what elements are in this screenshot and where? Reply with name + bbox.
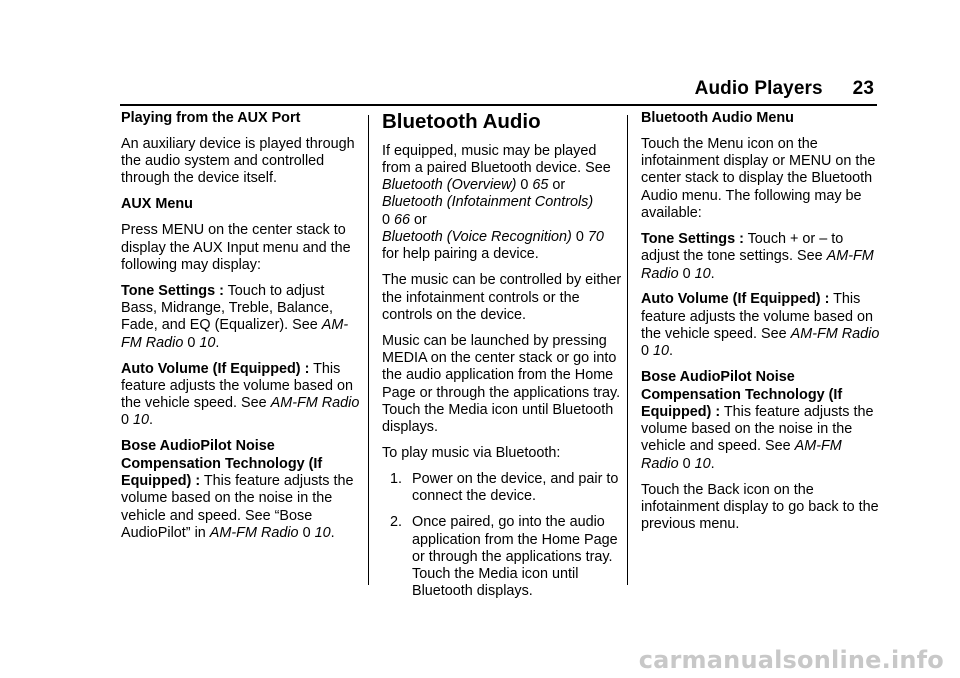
tone-settings-link[interactable]: AM-FM Radio — [641, 248, 874, 282]
column-left — [121, 110, 361, 551]
to-play-paragraph: To play music via Bluetooth: — [382, 445, 561, 462]
tone-settings-entry: Tone Settings : Touch + or – to adjust the tone settings. See AM-FM Radio 0 10. — [641, 230, 874, 282]
tone-settings-label: Tone Settings : — [121, 282, 224, 299]
auto-volume-text: This feature adjusts the volume based on the vehicle speed. See — [641, 291, 873, 343]
page-number: 23 — [852, 78, 874, 99]
bose-label: Bose AudioPilot Noise Compensation Technology (If Equipped) : — [121, 438, 323, 489]
bose-page: 10 — [694, 455, 711, 472]
or-text: or — [410, 211, 427, 228]
controls-page: 66 — [394, 211, 411, 228]
bose-label: Bose AudioPilot Noise Compensation Technology (If Equipped) : — [641, 369, 843, 420]
bose-link[interactable]: AM-FM Radio — [641, 438, 842, 472]
header-title: Audio Players — [694, 78, 823, 99]
step-number: 2. — [390, 514, 403, 531]
watermark: carmanualsonline.info — [638, 646, 944, 674]
section-title: Bluetooth Audio — [382, 110, 541, 133]
column-right — [641, 110, 881, 542]
tone-settings-text: Touch to adjust Bass, Midrange, Treble, Balance, Fade, and EQ (Equalizer). See — [121, 282, 333, 334]
auto-volume-text: This feature adjusts the volume based on the vehicle speed. See — [121, 360, 353, 412]
aux-port-body: An auxiliary device is played through the audio system and controlled through the device itself. — [121, 135, 355, 187]
or-text: or — [548, 177, 566, 194]
auto-volume-entry: Auto Volume (If Equipped) : This feature adjusts the volume based on the vehicle speed. See AM-FM Radio 0 10. — [121, 360, 360, 429]
controlled-paragraph: The music can be controlled by either the infotainment controls or the controls on the device. — [382, 272, 622, 323]
back-paragraph: Touch the Back icon on the infotainment display to go back to the previous menu. — [641, 481, 879, 533]
column-middle — [382, 110, 622, 609]
auto-volume-entry: Auto Volume (If Equipped) : This feature adjusts the volume based on the vehicle speed. See AM-FM Radio 0 10. — [641, 291, 880, 360]
bose-entry: Bose AudioPilot Noise Compensation Technology (If Equipped) : This feature adjusts the volume based on the noise in the vehicle and speed. See “Bose AudioPilot” in AM-FM Radio 0 10. — [121, 438, 354, 541]
tone-settings-text: Touch + or – to adjust the tone settings. See — [641, 230, 844, 265]
bose-text: This feature adjusts the volume based on the noise in the vehicle and speed. See — [641, 403, 874, 455]
voice-recognition-link[interactable]: Bluetooth (Voice Recognition) — [382, 229, 572, 246]
page-ref-icon: 0 — [520, 177, 529, 194]
auto-volume-page: 10 — [133, 412, 150, 429]
auto-volume-link[interactable]: AM-FM Radio — [790, 326, 880, 343]
column-divider-1 — [368, 115, 369, 585]
header-rule — [120, 104, 877, 106]
launched-paragraph: Music can be launched by pressing MEDIA on the center stack or go into the audio application from the Home Page or through the applications tray. Touch the Media icon until Bluetooth displays. — [382, 332, 621, 436]
running-header — [695, 78, 874, 100]
page-ref-icon: 0 — [302, 524, 311, 541]
tone-settings-page: 10 — [199, 334, 216, 351]
intro-end: for help pairing a device. — [382, 246, 539, 263]
auto-volume-link[interactable]: AM-FM Radio — [270, 395, 360, 412]
aux-port-heading: Playing from the AUX Port — [121, 110, 301, 126]
voice-page: 70 — [587, 229, 604, 246]
bose-page: 10 — [314, 524, 331, 541]
page-ref-icon: 0 — [682, 455, 691, 472]
auto-volume-label: Auto Volume (If Equipped) : — [121, 360, 310, 377]
step-text: Once paired, go into the audio application from the Home Page or through the applications tray. Touch the Media icon until Bluetooth displays. — [412, 514, 618, 600]
bt-menu-body: Touch the Menu icon on the infotainment display or MENU on the center stack to display the Bluetooth Audio menu. The following may be available: — [641, 135, 876, 222]
intro-text: If equipped, music may be played from a paired Bluetooth device. See — [382, 142, 611, 176]
page-ref-icon: 0 — [682, 265, 691, 282]
list-item — [382, 471, 622, 506]
page-ref-icon: 0 — [187, 334, 196, 351]
page-ref-icon: 0 — [382, 211, 391, 228]
page-ref-icon: 0 — [641, 343, 650, 360]
tone-settings-page: 10 — [694, 265, 711, 282]
overview-page: 65 — [532, 177, 549, 194]
infotainment-controls-link[interactable]: Bluetooth (Infotainment Controls) — [382, 194, 594, 211]
aux-menu-body: Press MENU on the center stack to display the AUX Input menu and the following may display: — [121, 222, 351, 273]
bose-entry: Bose AudioPilot Noise Compensation Technology (If Equipped) : This feature adjusts the volume based on the noise in the vehicle and speed. See AM-FM Radio 0 10. — [641, 369, 874, 472]
tone-settings-label: Tone Settings : — [641, 230, 744, 247]
steps-list — [382, 471, 622, 601]
bluetooth-intro — [382, 143, 622, 264]
bluetooth-overview-link[interactable]: Bluetooth (Overview) — [382, 177, 517, 194]
column-divider-2 — [627, 115, 628, 585]
list-item — [382, 514, 622, 600]
bose-link[interactable]: AM-FM Radio — [209, 524, 299, 541]
step-number: 1. — [390, 471, 403, 488]
tone-settings-link[interactable]: AM-FM Radio — [121, 317, 349, 351]
tone-settings-entry: Tone Settings : Touch to adjust Bass, Midrange, Treble, Balance, Fade, and EQ (Equalizer). See AM-FM Radio 0 10. — [121, 282, 349, 351]
bose-text: This feature adjusts the volume based on the noise in the vehicle and speed. See “Bose AudioPilot” in — [121, 472, 354, 541]
page-ref-icon: 0 — [575, 229, 584, 246]
auto-volume-page: 10 — [653, 343, 670, 360]
auto-volume-label: Auto Volume (If Equipped) : — [641, 291, 830, 308]
aux-menu-heading: AUX Menu — [121, 196, 193, 213]
step-text: Power on the device, and pair to connect the device. — [412, 471, 619, 505]
page-ref-icon: 0 — [121, 412, 130, 429]
bt-menu-heading: Bluetooth Audio Menu — [641, 110, 794, 126]
